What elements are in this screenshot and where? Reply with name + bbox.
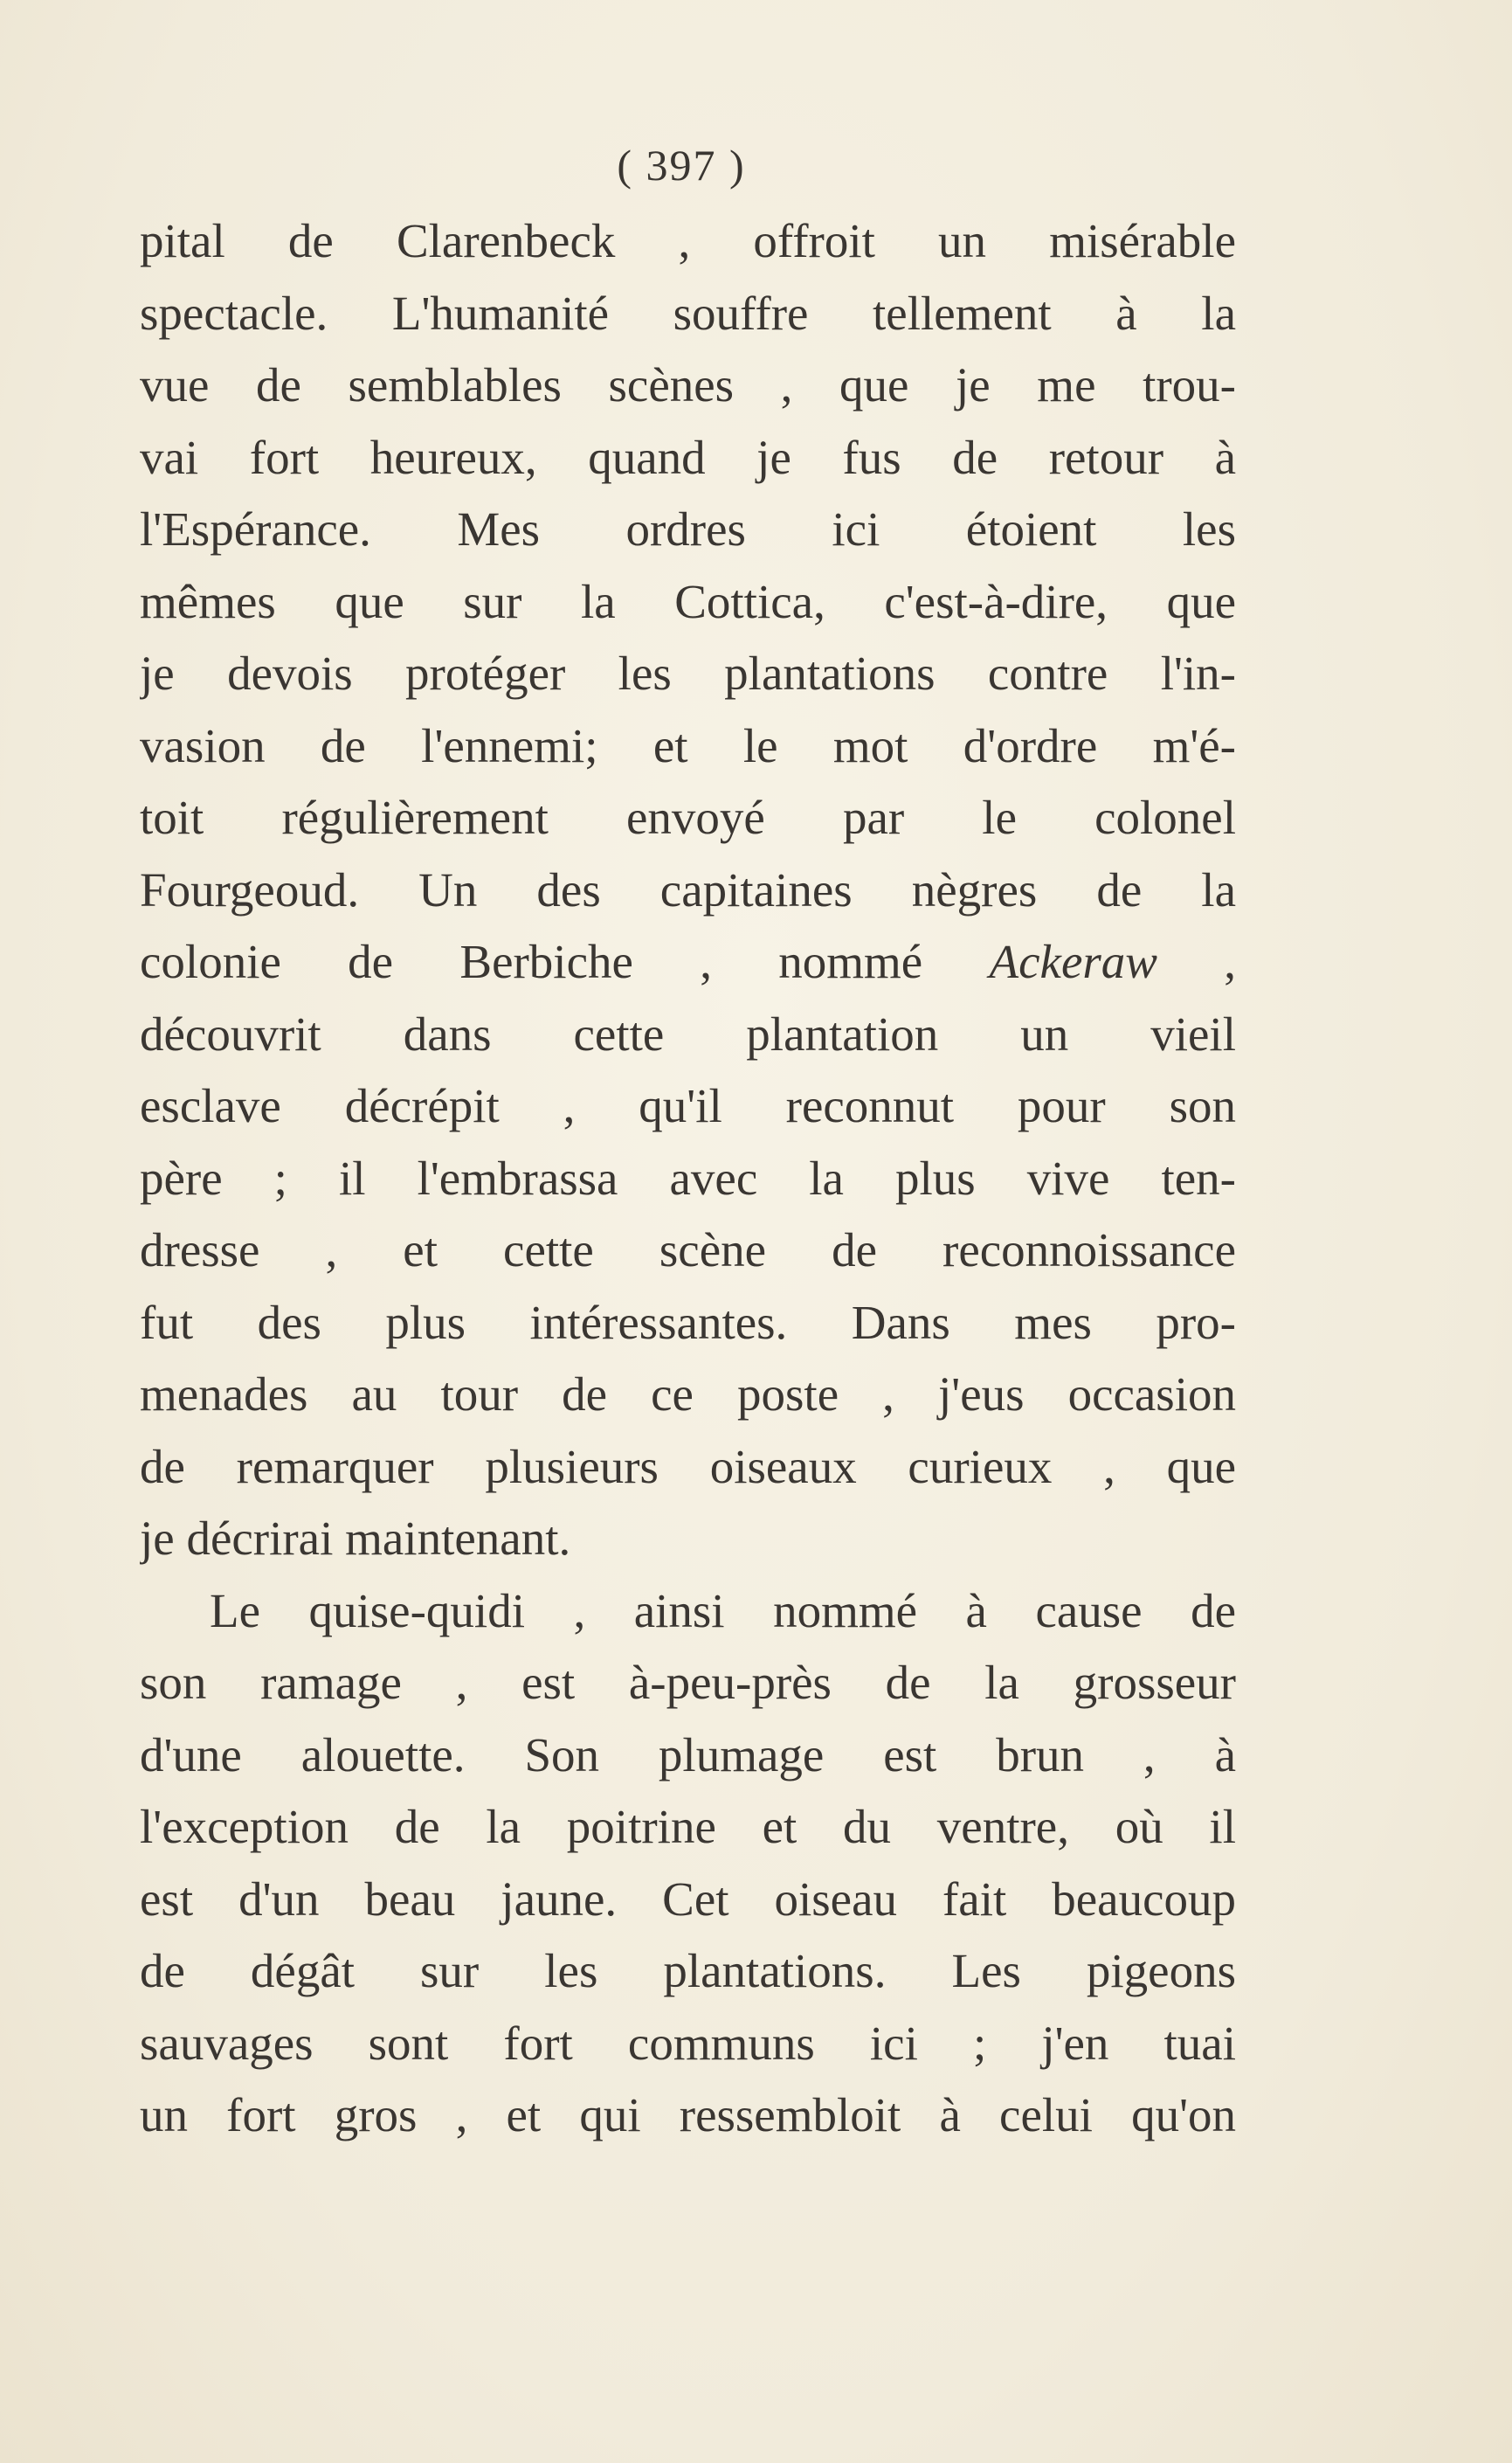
- paragraph-1: [140, 205, 1236, 1575]
- text-line: menades au tour de ce poste , j'eus occasion: [140, 1367, 1236, 1421]
- text-line: Fourgeoud. Un des capitaines nègres de la: [140, 862, 1236, 917]
- text-line: l'Espérance. Mes ordres ici étoient les: [140, 502, 1236, 556]
- text-line: toit régulièrement envoyé par le colonel: [140, 791, 1236, 844]
- text-line: l'exception de la poitrine et du ventre, où il: [140, 1800, 1236, 1853]
- text-line: d'une alouette. Son plumage est brun , à: [140, 1727, 1236, 1782]
- text-line: spectacle. L'humanité souffre tellement à la: [140, 286, 1236, 340]
- text-line: son ramage , est à-peu-près de la grosseur: [140, 1656, 1236, 1709]
- text-segment: colonie de Berbiche , nommé: [140, 935, 990, 988]
- text-line: est d'un beau jaune. Cet oiseau fait beaucoup: [140, 1871, 1236, 1926]
- text-line: pital de Clarenbeck , offroit un misérable: [140, 214, 1236, 267]
- text-line: mêmes que sur la Cottica, c'est-à-dire, que: [140, 574, 1236, 628]
- text-line: découvrit dans cette plantation un vieil: [140, 1007, 1236, 1061]
- text-line: vasion de l'ennemi; et le mot d'ordre m'é-: [140, 718, 1236, 772]
- text-line: dresse , et cette scène de reconnoissance: [140, 1223, 1236, 1276]
- proper-name-ackeraw: Ackeraw: [989, 935, 1157, 988]
- text-line: je décrirai maintenant.: [140, 1512, 571, 1565]
- text-line: Le quise-quidi , ainsi nommé à cause de: [210, 1583, 1236, 1637]
- text-line: vue de semblables scènes , que je me trou-: [140, 358, 1236, 412]
- text-line: sauvages sont fort communs ici ; j'en tuai: [140, 2016, 1236, 2070]
- text-line: esclave décrépit , qu'il reconnut pour son: [140, 1079, 1236, 1132]
- paragraph-2: [140, 1575, 1236, 2152]
- text-line: père ; il l'embrassa avec la plus vive ten-: [140, 1151, 1236, 1205]
- text-segment: ,: [1156, 935, 1236, 988]
- text-line: vai fort heureux, quand je fus de retour à: [140, 430, 1236, 484]
- text-line: de remarquer plusieurs oiseaux curieux , que: [140, 1439, 1236, 1493]
- body-text: [140, 205, 1236, 2152]
- text-line-with-name: [140, 926, 1236, 999]
- text-line: je devois protéger les plantations contre l'in-: [140, 647, 1236, 700]
- page-number: ( 397 ): [617, 141, 746, 190]
- text-line: un fort gros , et qui ressembloit à celui qu'on: [140, 2088, 1236, 2141]
- text-line: de dégât sur les plantations. Les pigeons: [140, 1944, 1236, 1997]
- text-line: fut des plus intéressantes. Dans mes pro-: [140, 1295, 1236, 1349]
